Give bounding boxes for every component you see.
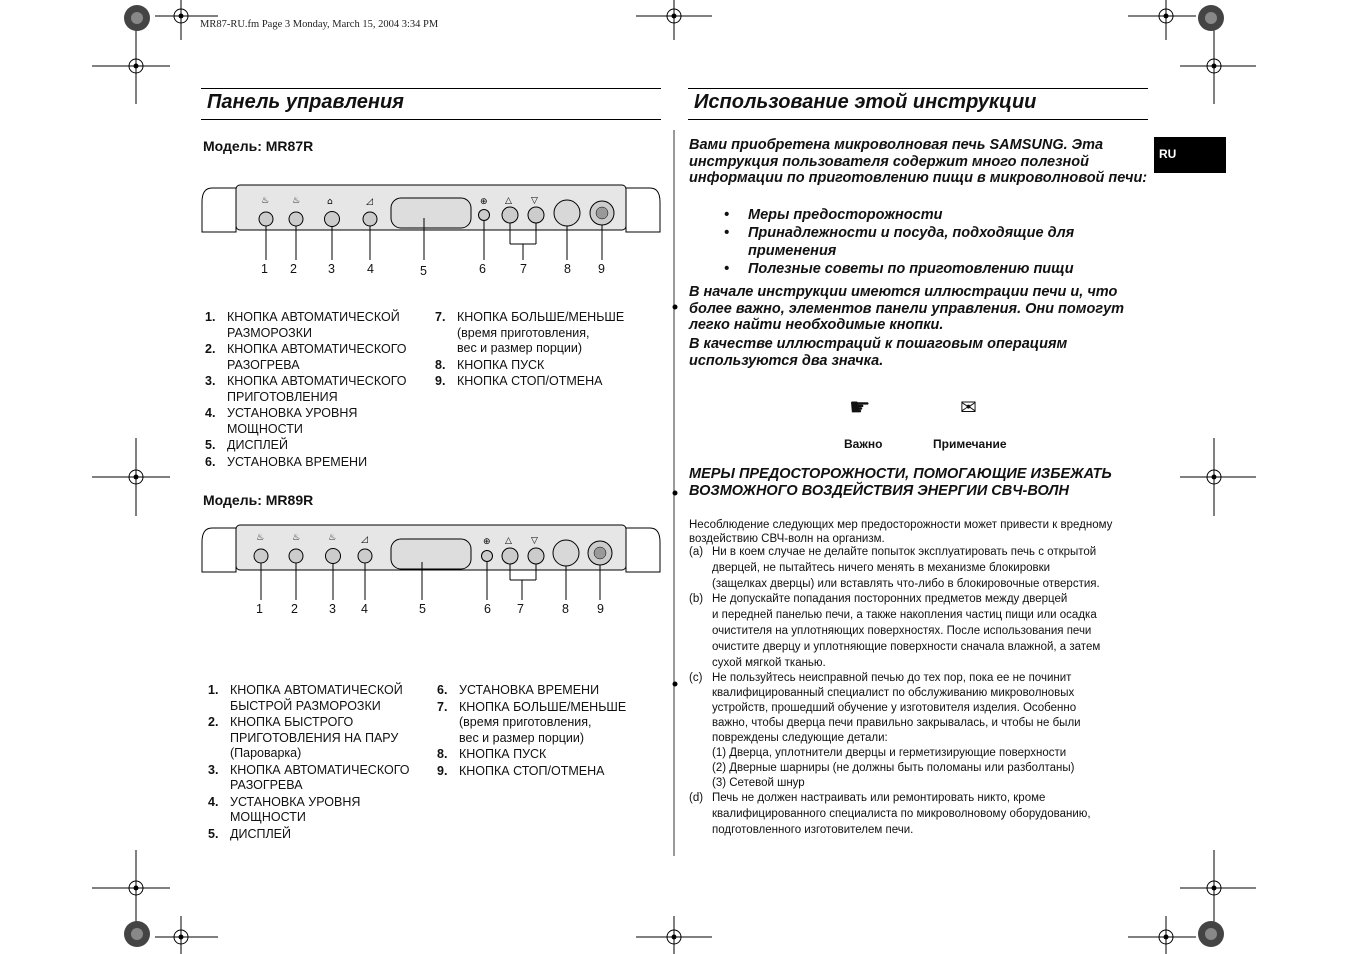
callout-number: 1 bbox=[256, 602, 263, 616]
svg-text:▽: ▽ bbox=[531, 536, 538, 546]
model-mr87r-label: Модель: MR87R bbox=[203, 138, 314, 154]
list-item: • Полезные советы по приготовлению пищи bbox=[724, 261, 1074, 277]
callout-number: 4 bbox=[361, 602, 368, 616]
callout-number: 3 bbox=[328, 262, 335, 276]
page-title-control-panel: Панель управления bbox=[207, 91, 404, 113]
pointing-hand-icon: ☛ bbox=[849, 393, 871, 421]
legend-item: 3. КНОПКА АВТОМАТИЧЕСКОГО ПРИГОТОВЛЕНИЯ bbox=[205, 374, 407, 404]
control-panel-mr87r-diagram bbox=[200, 182, 665, 282]
svg-text:△: △ bbox=[505, 196, 512, 206]
svg-text:◿: ◿ bbox=[366, 197, 373, 207]
legend-item: 2. КНОПКА АВТОМАТИЧЕСКОГО РАЗОГРЕВА bbox=[205, 342, 407, 372]
legend-item: 7. КНОПКА БОЛЬШЕ/МЕНЬШЕ (время приготовления, вес и размер порции) bbox=[437, 699, 627, 745]
safety-list bbox=[689, 545, 1149, 839]
callout-number: 7 bbox=[520, 262, 527, 276]
svg-text:⊕: ⊕ bbox=[483, 537, 491, 547]
illustrations-paragraph: В начале инструкции имеются иллюстрации печи и, что более важно, элементов панели управления. Они помогут легко найти необходимые кнопки. bbox=[689, 284, 1125, 333]
list-item: (c) Не пользуйтесь неисправной печью до тех пор, пока ее не починит квалифицированный специалист по обслуживанию микроволновых устройств, прошедший обучение у изготовителя изделия. Особенно важно, чтобы дверца печи правильно закрывалась, и чтобы не были повреждены следующие детали: (1) Дверца, уплотнители дверцы и герметизирующие поверхности (2) Дверные шарниры (не должны быть поломаны или разболтаны) (3) Сетевой шнур bbox=[689, 672, 1081, 790]
svg-text:▽: ▽ bbox=[531, 196, 538, 206]
legend-item: 5. ДИСПЛЕЙ bbox=[205, 438, 288, 452]
model2-legend-left bbox=[208, 683, 433, 843]
callout-number: 6 bbox=[484, 602, 491, 616]
list-item: • Меры предосторожности bbox=[724, 207, 943, 223]
callout-number: 3 bbox=[329, 602, 336, 616]
callout-number: 5 bbox=[419, 602, 426, 616]
legend-item: 8. КНОПКА ПУСК bbox=[435, 357, 545, 372]
legend-item: 1. КНОПКА АВТОМАТИЧЕСКОЙ БЫСТРОЙ РАЗМОРОЗКИ bbox=[208, 683, 403, 713]
svg-text:△: △ bbox=[505, 536, 512, 546]
list-item: (d) Печь не должен настраивать или ремонтировать никто, кроме квалифицированного специалиста по микроволновому оборудованию, подготовленного изготовителем печи. bbox=[689, 792, 1091, 836]
symbol-label-note: Примечание bbox=[933, 437, 1007, 451]
svg-text:♨: ♨ bbox=[292, 196, 301, 206]
callout-number: 8 bbox=[562, 602, 569, 616]
list-item: (b) Не допускайте попадания посторонних предметов между дверцей и передней панелью печи, а также накопления частиц пищи или осадка очистителя на уплотняющих поверхностях. После использования печи очистите дверцу и уплотняющие поверхности сначала влажной, а затем сухой мягкой тканью. bbox=[689, 593, 1101, 669]
callout-number: 5 bbox=[420, 264, 427, 278]
svg-text:♨: ♨ bbox=[261, 196, 270, 206]
file-header: MR87-RU.fm Page 3 Monday, March 15, 2004 3:34 PM bbox=[200, 19, 439, 30]
svg-text:⌂: ⌂ bbox=[327, 197, 333, 207]
legend-item: 2. КНОПКА БЫСТРОГО ПРИГОТОВЛЕНИЯ НА ПАРУ (Пароварка) bbox=[208, 715, 399, 760]
model1-legend-left bbox=[205, 310, 430, 471]
model1-legend-right bbox=[435, 310, 660, 391]
legend-item: 3. КНОПКА АВТОМАТИЧЕСКОГО РАЗОГРЕВА bbox=[208, 762, 410, 792]
icons-paragraph: В качестве иллюстраций к пошаговым операциям используются два значка. bbox=[689, 336, 1068, 369]
intro-paragraph: Вами приобретена микроволновая печь SAMSUNG. Эта инструкция пользователя содержит много полезной информации по приготовлению пищи в микроволновой печи: bbox=[689, 137, 1148, 186]
callout-number: 6 bbox=[479, 262, 486, 276]
legend-item: 8. КНОПКА ПУСК bbox=[437, 747, 547, 761]
callout-number: 4 bbox=[367, 262, 374, 276]
svg-text:⊕: ⊕ bbox=[480, 197, 488, 207]
legend-item: 4. УСТАНОВКА УРОВНЯ МОЩНОСТИ bbox=[208, 794, 361, 824]
language-tab-ru: RU bbox=[1154, 137, 1226, 173]
callout-number: 9 bbox=[598, 262, 605, 276]
symbol-label-important: Важно bbox=[844, 437, 883, 451]
legend-item: 5. ДИСПЛЕЙ bbox=[208, 826, 291, 841]
callout-number: 7 bbox=[517, 602, 524, 616]
callout-number: 8 bbox=[564, 262, 571, 276]
legend-item: 6. УСТАНОВКА ВРЕМЕНИ bbox=[437, 683, 600, 697]
svg-text:◿: ◿ bbox=[361, 535, 368, 545]
envelope-icon: ✉ bbox=[960, 395, 977, 419]
callout-number: 2 bbox=[290, 262, 297, 276]
control-panel-mr89r-diagram bbox=[200, 522, 665, 622]
list-item: (a) Ни в коем случае не делайте попыток эксплуатировать печь с открытой дверцей, не пытайтесь ничего менять в механизме блокировки (защелках дверцы) или вставлять что-либо в блокировочные отверстия. bbox=[689, 546, 1100, 590]
legend-item: 6. УСТАНОВКА ВРЕМЕНИ bbox=[205, 454, 368, 469]
page-title-instructions: Использование этой инструкции bbox=[694, 91, 1037, 113]
callout-number: 9 bbox=[597, 602, 604, 616]
svg-text:♨: ♨ bbox=[256, 533, 265, 543]
svg-text:♨: ♨ bbox=[328, 533, 337, 543]
legend-item: 9. КНОПКА СТОП/ОТМЕНА bbox=[437, 763, 605, 778]
model2-legend-right bbox=[437, 683, 662, 780]
callout-number: 1 bbox=[261, 262, 268, 276]
right-title-box bbox=[688, 88, 1148, 120]
legend-item: 7. КНОПКА БОЛЬШЕ/МЕНЬШЕ (время приготовления, вес и размер порции) bbox=[435, 310, 625, 355]
left-title-box bbox=[201, 88, 661, 120]
list-item: • Принадлежности и посуда, подходящие для применения bbox=[724, 225, 1075, 259]
legend-item: 9. КНОПКА СТОП/ОТМЕНА bbox=[435, 374, 603, 388]
model-mr89r-label: Модель: MR89R bbox=[203, 492, 314, 508]
safety-heading: МЕРЫ ПРЕДОСТОРОЖНОСТИ, ПОМОГАЮЩИЕ ИЗБЕЖАТЬ ВОЗМОЖНОГО ВОЗДЕЙСТВИЯ ЭНЕРГИИ СВЧ-ВОЛН bbox=[689, 466, 1112, 499]
intro-bullet-list bbox=[724, 206, 1144, 278]
callout-number: 2 bbox=[291, 602, 298, 616]
legend-item: 4. УСТАНОВКА УРОВНЯ МОЩНОСТИ bbox=[205, 406, 358, 436]
svg-text:♨: ♨ bbox=[292, 533, 301, 543]
safety-intro: Несоблюдение следующих мер предосторожности может привести к вредному воздействию СВЧ-волн на организм. bbox=[689, 519, 1113, 545]
legend-item: 1. КНОПКА АВТОМАТИЧЕСКОЙ РАЗМОРОЗКИ bbox=[205, 310, 400, 340]
